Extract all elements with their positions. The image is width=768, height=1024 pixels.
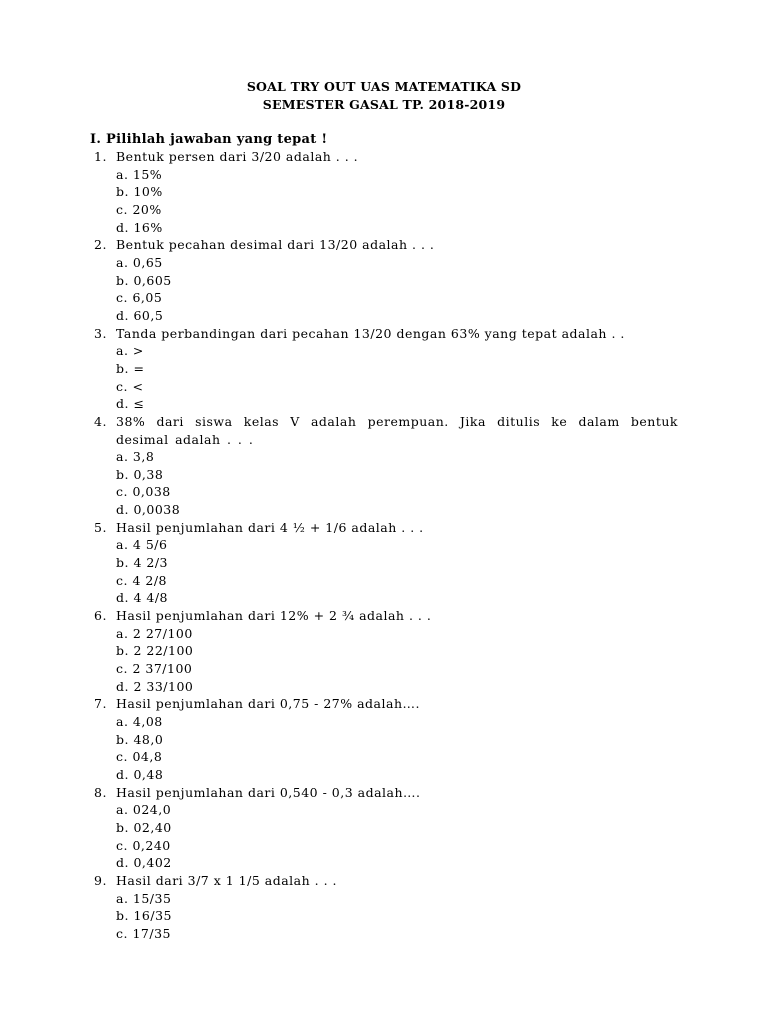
answer-option: b. 0,38 xyxy=(116,466,164,482)
question-number: 6. xyxy=(94,608,107,624)
answer-option: c. 04,8 xyxy=(116,749,163,765)
answer-option: d. 0,402 xyxy=(116,855,172,871)
answer-option: c. 4 2/8 xyxy=(116,572,167,588)
question-text: Bentuk pecahan desimal dari 13/20 adalah . . . xyxy=(116,237,435,253)
answer-option: a. 3,8 xyxy=(116,449,155,465)
answer-option: c. < xyxy=(116,378,144,394)
answer-option: d. 4 4/8 xyxy=(116,590,168,606)
answer-option: b. 16/35 xyxy=(116,908,172,924)
answer-option: d. 16% xyxy=(116,219,163,235)
question-number: 1. xyxy=(94,149,107,164)
answer-options xyxy=(0,801,768,872)
answer-options xyxy=(0,448,768,519)
answer-option: b. 2 22/100 xyxy=(116,643,194,659)
answer-option: b. 10% xyxy=(116,184,163,200)
answer-option: b. 02,40 xyxy=(116,819,172,835)
answer-options xyxy=(0,625,768,696)
answer-option: a. > xyxy=(116,343,144,359)
question-number: 3. xyxy=(94,325,107,341)
answer-option: a. 024,0 xyxy=(116,802,172,818)
answer-option: b. 48,0 xyxy=(116,731,164,747)
answer-options xyxy=(0,342,768,413)
answer-option: d. 0,0038 xyxy=(116,502,181,518)
answer-option: c. 0,240 xyxy=(116,837,171,853)
answer-option: b. 4 2/3 xyxy=(116,555,168,571)
answer-option: c. 17/35 xyxy=(116,925,171,941)
answer-option: a. 4,08 xyxy=(116,714,163,729)
question-number: 2. xyxy=(94,237,107,253)
answer-option: a. 15/35 xyxy=(116,890,172,906)
question-text: Hasil penjumlahan dari 4 ½ + 1/6 adalah . . . xyxy=(116,519,424,535)
document-title: SOAL TRY OUT UAS MATEMATIKA SD xyxy=(246,79,522,94)
question-text: Hasil penjumlahan dari 0,540 - 0,3 adalah…. xyxy=(116,784,421,800)
question-item xyxy=(0,236,768,324)
question-item xyxy=(0,325,768,413)
answer-options xyxy=(0,166,768,237)
question-text: Bentuk persen dari 3/20 adalah . . . xyxy=(116,149,359,164)
question-item xyxy=(0,695,768,783)
question-item xyxy=(0,413,768,519)
answer-option: b. 0,605 xyxy=(116,272,172,288)
section-heading: I. Pilihlah jawaban yang tepat ! xyxy=(90,132,328,147)
question-number: 8. xyxy=(94,784,107,800)
answer-option: d. ≤ xyxy=(116,396,145,412)
answer-option: d. 0,48 xyxy=(116,766,164,782)
question-number: 9. xyxy=(94,872,107,888)
question-number: 7. xyxy=(94,696,107,712)
answer-option: d. 60,5 xyxy=(116,307,164,323)
answer-options xyxy=(0,254,768,325)
answer-options xyxy=(0,890,768,943)
answer-option: c. 20% xyxy=(116,201,162,217)
question-text: Hasil penjumlahan dari 12% + 2 ¾ adalah . . . xyxy=(116,608,432,624)
answer-option: a. 4 5/6 xyxy=(116,537,168,553)
question-text: Hasil penjumlahan dari 0,75 - 27% adalah…. xyxy=(116,696,420,712)
question-list xyxy=(0,148,768,943)
document-subtitle: SEMESTER GASAL TP. 2018-2019 xyxy=(262,97,506,112)
answer-option: a. 15% xyxy=(116,166,163,182)
question-item xyxy=(0,872,768,943)
question-item xyxy=(0,784,768,872)
answer-option: c. 2 37/100 xyxy=(116,661,193,677)
question-number: 4. xyxy=(94,413,107,429)
question-number: 5. xyxy=(94,519,107,535)
answer-option: a. 2 27/100 xyxy=(116,625,193,641)
question-text: Hasil dari 3/7 x 1 1/5 adalah . . . xyxy=(116,872,338,888)
question-text: 38% dari siswa kelas V adalah perempuan. Jika ditulis ke dalam bentuk desimal adalah . . . xyxy=(116,413,678,447)
question-item xyxy=(0,519,768,607)
question-text: Tanda perbandingan dari pecahan 13/20 dengan 63% yang tepat adalah . . xyxy=(116,325,625,341)
answer-option: a. 0,65 xyxy=(116,254,163,270)
answer-option: c. 0,038 xyxy=(116,484,171,500)
answer-option: d. 2 33/100 xyxy=(116,678,194,694)
answer-option: b. = xyxy=(116,360,145,376)
answer-options xyxy=(0,536,768,607)
question-item xyxy=(0,148,768,236)
answer-options xyxy=(0,713,768,784)
question-item xyxy=(0,607,768,695)
answer-option: c. 6,05 xyxy=(116,290,163,306)
